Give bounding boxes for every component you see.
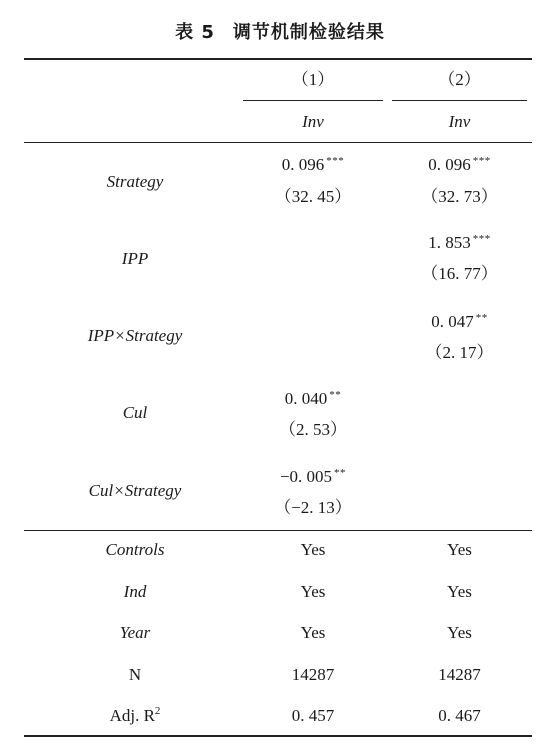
- ipp-strategy-col2-coef: 0. 047 **: [431, 312, 488, 331]
- row-label-ipp-strategy: IPP×Strategy: [87, 326, 183, 345]
- row-label-cul: Cul: [122, 403, 148, 422]
- cul-strategy-col1-coef: −0. 005 **: [279, 467, 347, 486]
- adj-r2-col2: 0. 467: [438, 706, 481, 725]
- col2-number: （2）: [438, 70, 481, 89]
- ind-col1: Yes: [300, 582, 326, 601]
- ipp-col2-coef: 1. 853 ***: [428, 233, 491, 252]
- bottom-rule: [24, 735, 532, 737]
- col1-dependent-var: Inv: [302, 112, 324, 131]
- top-rule: [24, 58, 532, 60]
- header-bottom-rule: [24, 142, 532, 143]
- row-label-cul-strategy: Cul×Strategy: [88, 481, 182, 500]
- row-label-controls: Controls: [105, 540, 165, 559]
- adj-r2-col1: 0. 457: [291, 706, 335, 725]
- row-label-adj-r2: Adj. $R^2$: [109, 705, 161, 725]
- row-label-n: N: [128, 665, 142, 684]
- body-bottom-rule: [24, 530, 532, 531]
- strategy-col1-coef: 0. 096 ***: [281, 155, 345, 174]
- ipp-col2-tstat: （16. 77）: [421, 264, 498, 283]
- n-col2: 14287: [438, 665, 481, 684]
- controls-col1: Yes: [300, 540, 326, 559]
- ipp-strategy-col2-tstat: （2. 17）: [425, 343, 494, 362]
- table-number: 表 5: [175, 22, 215, 43]
- row-label-strategy: Strategy: [106, 172, 164, 191]
- ind-col2: Yes: [447, 582, 472, 601]
- row-label-year: Year: [119, 623, 151, 642]
- year-col1: Yes: [300, 623, 326, 642]
- strategy-col2-tstat: （32. 73）: [421, 187, 498, 206]
- cul-col1-coef: 0. 040 **: [284, 389, 342, 408]
- cul-strategy-col1-tstat: （−2. 13）: [274, 498, 352, 517]
- strategy-col2-coef: 0. 096 ***: [428, 155, 491, 174]
- n-col1: 14287: [291, 665, 335, 684]
- col1-number: （1）: [291, 70, 335, 89]
- col1-header-rule: [243, 100, 383, 101]
- col2-dependent-var: Inv: [448, 112, 471, 131]
- table-caption: 调节机制检验结果: [232, 22, 385, 43]
- year-col2: Yes: [447, 623, 472, 642]
- controls-col2: Yes: [447, 540, 472, 559]
- strategy-col1-tstat: （32. 45）: [274, 187, 352, 206]
- cul-col1-tstat: （2. 53）: [279, 420, 347, 439]
- row-label-ind: Ind: [123, 582, 147, 601]
- row-label-ipp: IPP: [121, 249, 149, 268]
- col2-header-rule: [392, 100, 527, 101]
- table-title: [0, 18, 560, 44]
